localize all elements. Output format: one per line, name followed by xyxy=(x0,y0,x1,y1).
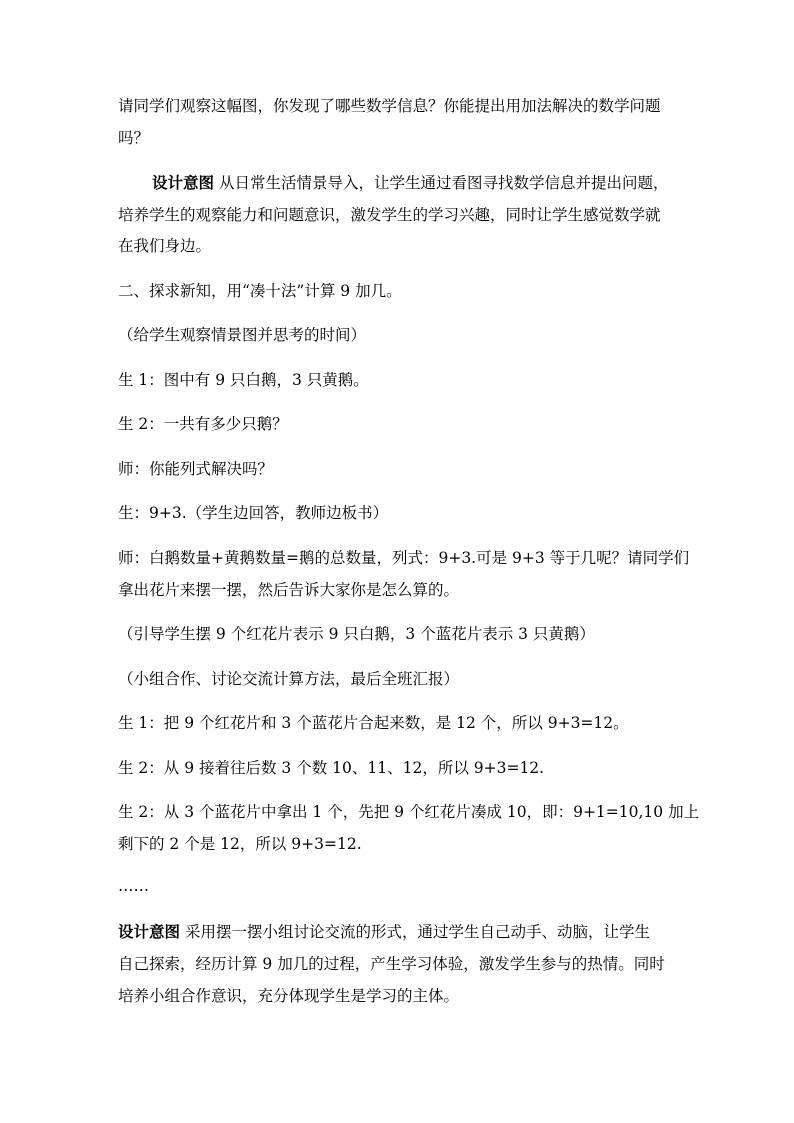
design-intent-label: 设计意图 xyxy=(152,173,215,192)
dialogue-line: 生 1：图中有 9 只白鹅，3 只黄鹅。 xyxy=(118,371,369,389)
paragraph-line: 自己探索，经历计算 9 加几的过程，产生学习体验，激发学生参与的热情。同时 xyxy=(118,955,665,973)
paragraph-text: 从日常生活情景导入，让学生通过看图寻找数学信息并提出问题， xyxy=(218,174,669,192)
design-intent-label: 设计意图 xyxy=(118,922,181,941)
paragraph-text: 采用摆一摆小组讨论交流的形式，通过学生自己动手、动脑，让学生 xyxy=(184,923,650,941)
dialogue-line: 拿出花片来摆一摆，然后告诉大家你是怎么算的。 xyxy=(118,581,460,599)
dialogue-line: 生 1：把 9 个红花片和 3 个蓝花片合起来数，是 12 个，所以 9+3=12。 xyxy=(118,714,629,732)
design-intent-paragraph xyxy=(152,173,668,193)
paragraph-line: 培养学生的观察能力和问题意识，激发学生的学习兴趣，同时让学生感觉数学就 xyxy=(118,206,661,224)
design-intent-paragraph xyxy=(118,922,650,942)
dialogue-line: 师：白鹅数量+黄鹅数量=鹅的总数量，列式：9+3.可是 9+3 等于几呢？请同学们 xyxy=(118,549,690,567)
dialogue-line: 生 2：一共有多少只鹅？ xyxy=(118,415,288,433)
paragraph-line: 请同学们观察这幅图，你发现了哪些数学信息？你能提出用加法解决的数学问题 xyxy=(118,97,661,115)
teaching-note: （引导学生摆 9 个红花片表示 9 只白鹅，3 个蓝花片表示 3 只黄鹅） xyxy=(118,625,595,643)
teaching-note: （小组合作、讨论交流计算方法，最后全班汇报） xyxy=(118,670,460,688)
ellipsis: …… xyxy=(118,877,149,895)
dialogue-line: 师：你能列式解决吗？ xyxy=(118,460,274,478)
paragraph-line: 在我们身边。 xyxy=(118,237,212,255)
dialogue-line: 生 2：从 9 接着往后数 3 个数 10、11、12，所以 9+3=12. xyxy=(118,759,545,777)
paragraph-line: 培养小组合作意识，充分体现学生是学习的主体。 xyxy=(118,987,460,1005)
dialogue-line: 生：9+3.（学生边回答，教师边板书） xyxy=(118,504,389,522)
section-heading: 二、探求新知，用“凑十法”计算 9 加几。 xyxy=(118,282,402,300)
paragraph-line: 吗？ xyxy=(118,129,150,147)
dialogue-line: 剩下的 2 个是 12，所以 9+3=12. xyxy=(118,835,362,853)
teaching-note: （给学生观察情景图并思考的时间） xyxy=(118,326,367,344)
dialogue-line: 生 2：从 3 个蓝花片中拿出 1 个，先把 9 个红花片凑成 10，即：9+1=10,10 加上 xyxy=(118,803,700,821)
